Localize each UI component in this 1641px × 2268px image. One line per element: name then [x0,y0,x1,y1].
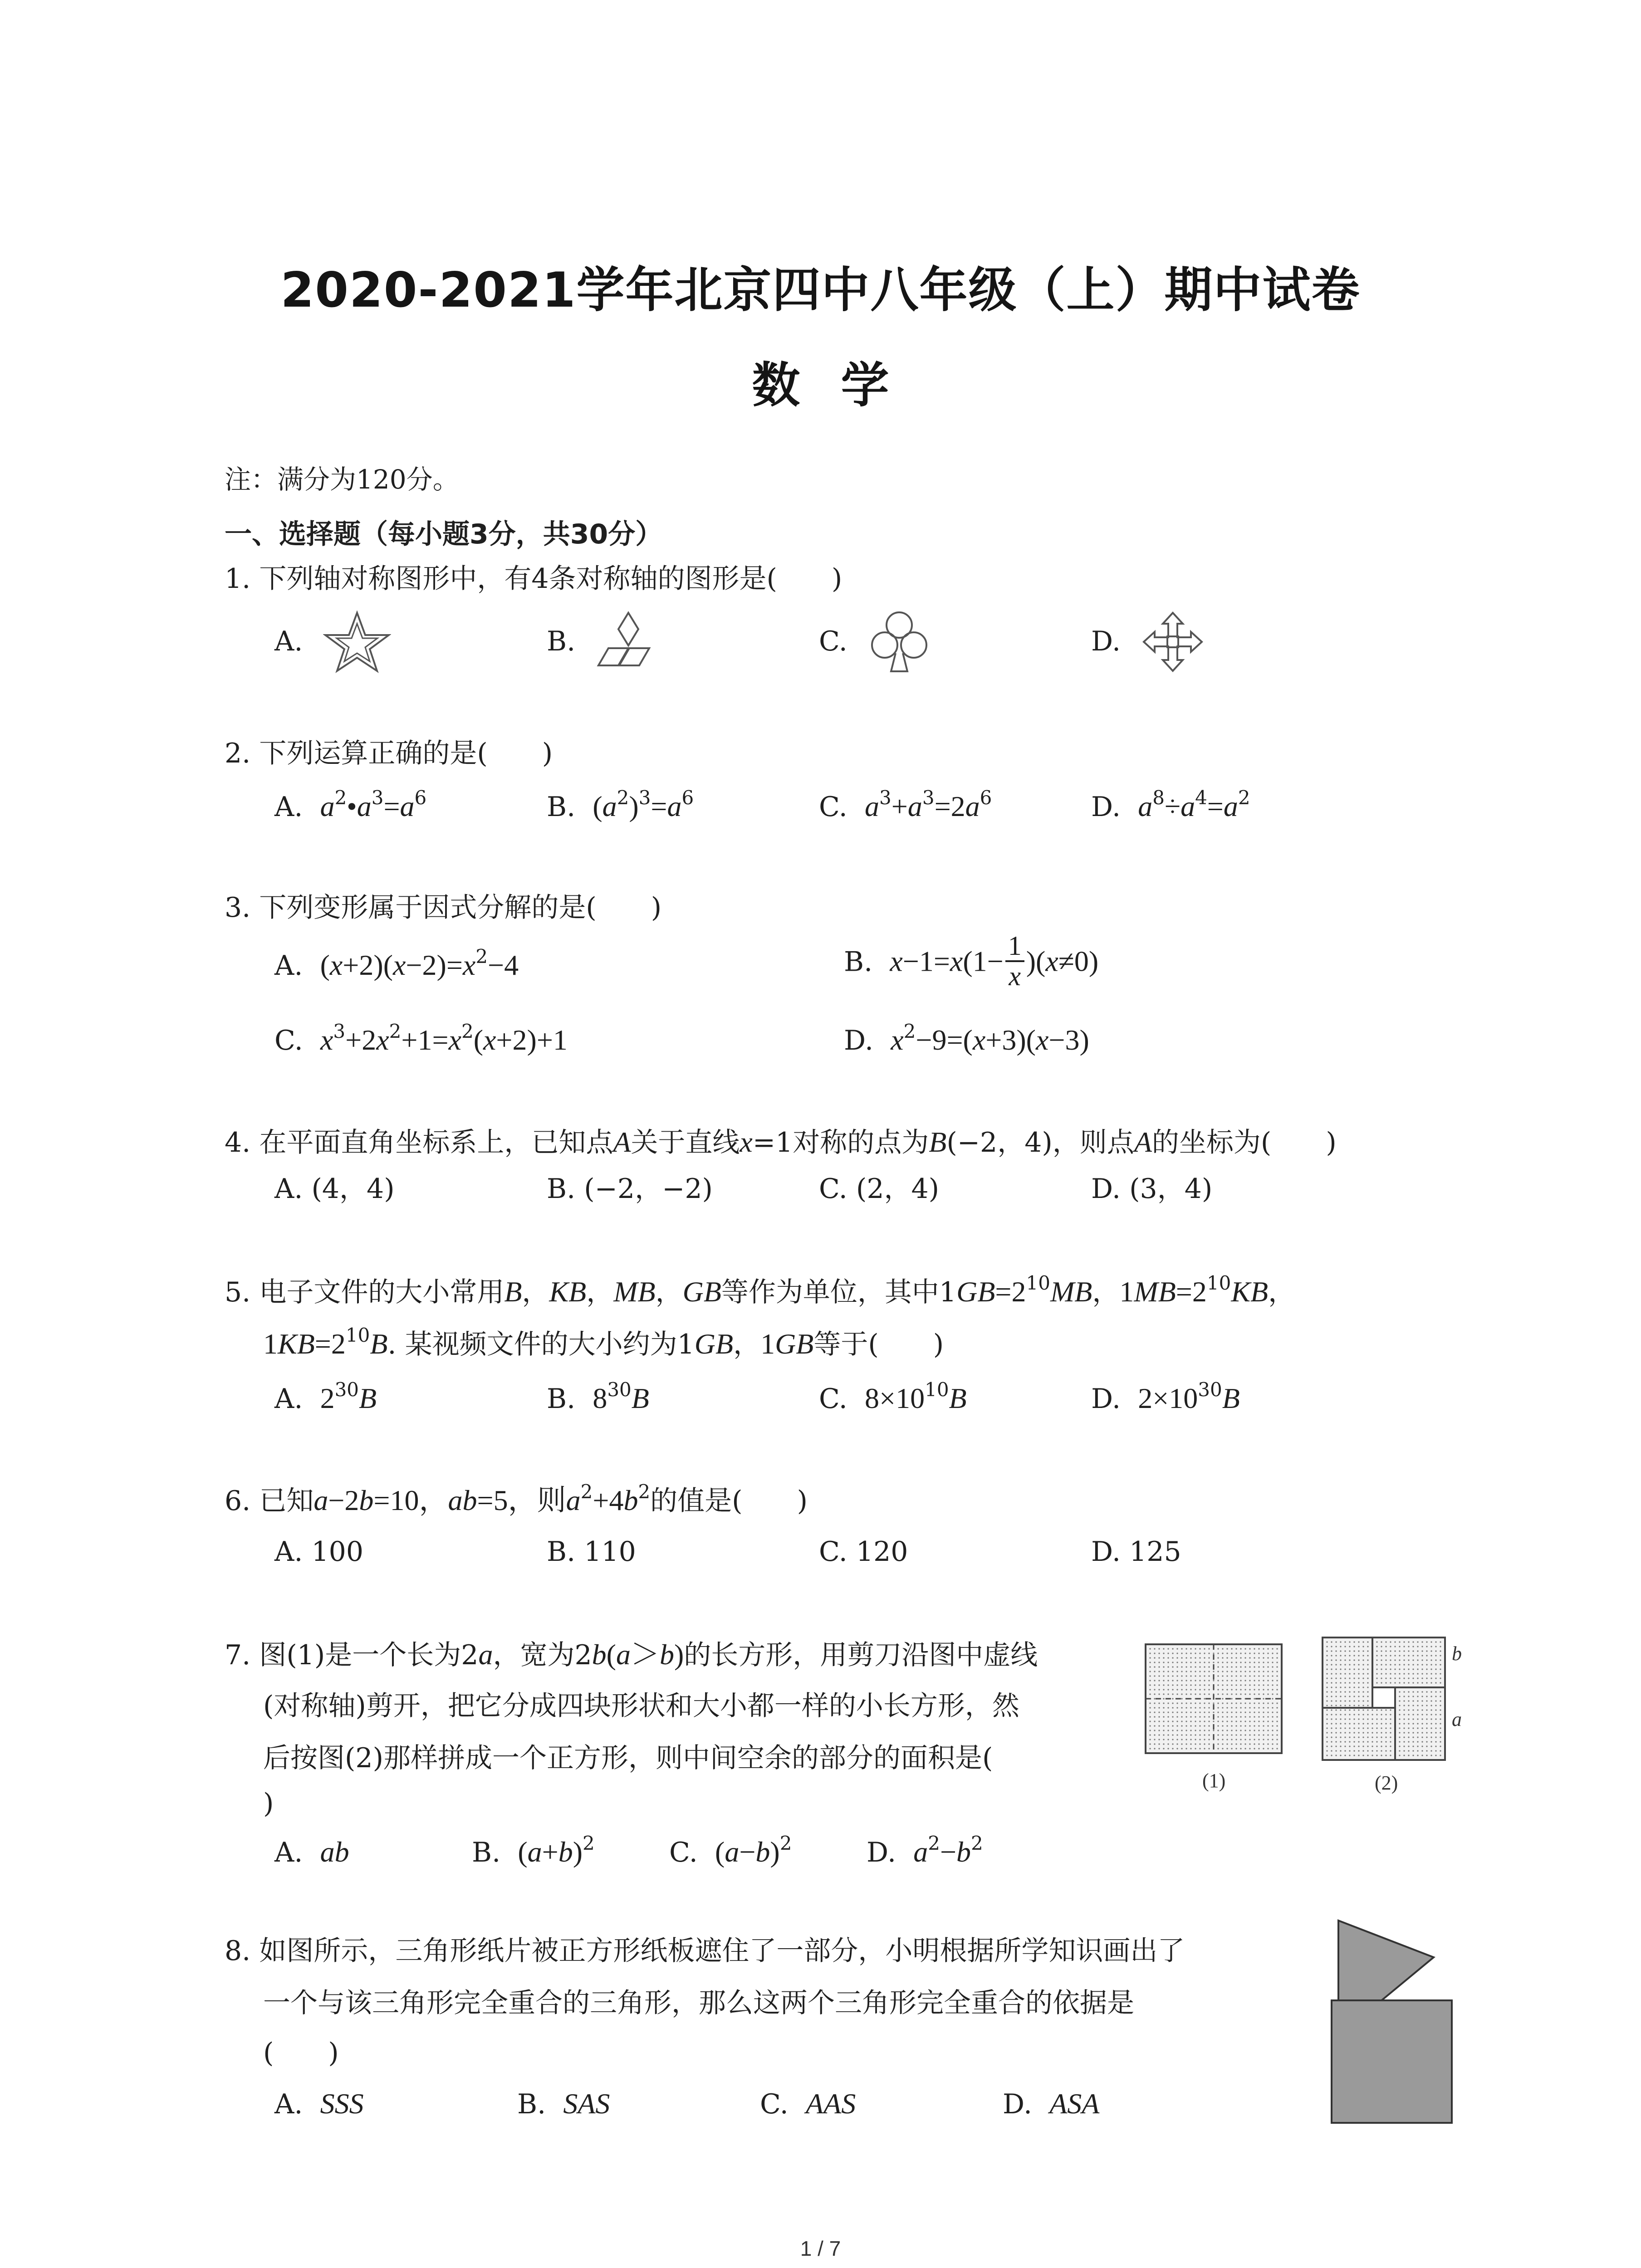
q8-line1: 8. 如图所示，三角形纸片被正方形纸板遮住了一部分，小明根据所学知识画出了 [225,1935,1185,1967]
q3-option-c: C. $x^3+2x^2+1=x^2(x+2)+1$ [274,1020,568,1056]
q1-label-a: A. [274,626,303,657]
q6-option-a: A. 100 [274,1536,363,1568]
fraction: $\frac{1}{x}$ [1005,932,1024,991]
q4-option-b: B. (−2，−2) [547,1173,713,1205]
q3-option-d: D. $x^2-9=(x+3)(x-3)$ [844,1020,1089,1056]
q5-option-c: C. $8\times 10^{10}B$ [819,1378,967,1415]
q3-stem: 3. 下列变形属于因式分解的是( ) [225,892,662,924]
q7-option-a: A. ab [274,1836,349,1868]
q1-label-c: C. [819,626,847,657]
covered-triangle-figure [1325,1919,1461,2127]
q4-stem: 4. 在平面直角坐标系上，已知点A关于直线x=1对称的点为B(−2，4)，则点A的坐标为( ) [225,1126,1337,1158]
q5-option-a: A. $2^{30}B$ [274,1378,377,1415]
q2-stem: 2. 下列运算正确的是( ) [225,738,553,769]
mitsubishi-icon [597,610,660,674]
q2-option-b: B. $(a^2)^3=a^6$ [547,787,694,823]
q6-option-c: C. 120 [819,1536,908,1568]
q1-label-d: D. [1091,626,1121,657]
q4-option-c: C. (2，4) [819,1173,940,1205]
q7-option-d: D. $a^2-b^2$ [867,1832,983,1868]
q8-line3: ( ) [263,2037,339,2069]
q6-option-d: D. 125 [1091,1536,1181,1568]
q4-option-a: A. (4，4) [274,1173,395,1205]
q2-option-c: C. $a^3+a^3=2a^6$ [819,787,992,823]
figure-1-label: (1) [1202,1769,1226,1792]
q8-line2: 一个与该三角形完全重合的三角形，那么这两个三角形完全重合的依据是 [263,1987,1134,2019]
figure-2-a-label: a [1452,1708,1462,1730]
q5-line2: $1KB=2^{10}B$. 某视频文件的大小约为1GB，1GB等于( ) [263,1324,944,1360]
q7-line4: ) [263,1788,274,1819]
section-title: 一、选择题（每小题3分，共30分） [225,518,663,550]
score-note: 注：满分为120分。 [225,464,459,495]
exam-title: 2020-2021学年北京四中八年级（上）期中试卷 [280,262,1361,318]
q1-label-b: B. [547,626,576,657]
subject-title: 数学 [752,357,930,413]
q5-option-d: D. $2\times 10^{30}B$ [1091,1378,1240,1415]
q7-option-b: B. $(a+b)^2$ [472,1832,595,1868]
q1-stem: 1. 下列轴对称图形中，有4条对称轴的图形是( ) [225,563,843,595]
q7-option-c: C. $(a-b)^2$ [669,1832,792,1868]
q4-option-d: D. (3，4) [1091,1173,1213,1205]
q2-option-a: A. $a^2•a^3=a^6$ [274,787,427,823]
star-icon [323,610,391,674]
figure-2-b-label: b [1452,1642,1462,1665]
q3-option-b: B. x−1=x(1− $\frac{1}{x}$ )(x≠0) [844,931,1099,991]
club-icon [867,608,931,676]
q7-line3: 后按图(2)那样拼成一个正方形，则中间空余的部分的面积是( [263,1742,993,1774]
figure-2-label: (2) [1375,1772,1398,1794]
q6-option-b: B. 110 [547,1536,636,1568]
q6-stem: 6. 已知a−2b=10，ab=5，则$a^2+4b^2$的值是( ) [225,1481,808,1517]
q5-line1: 5. 电子文件的大小常用B，KB，MB，GB等作为单位，其中$1GB=2^{10}MB$，$1MB=2^{10}KB$， [225,1272,1296,1308]
q8-option-b: B. SAS [517,2087,610,2120]
rectangle-figure-1 [1143,1642,1284,1755]
page-number: 1 / 7 [800,2237,841,2260]
q2-option-d: D. $a^8\div a^4=a^2$ [1091,787,1250,823]
q7-line2: (对称轴)剪开，把它分成四块形状和大小都一样的小长方形，然 [263,1690,1019,1722]
q3-option-a: A. $(x+2)(x-2)=x^2-4$ [274,945,519,982]
four-arrows-icon [1141,610,1205,674]
q8-option-c: C. AAS [760,2087,856,2120]
q8-option-a: A. SSS [274,2087,364,2120]
q5-option-b: B. $8^{30}B$ [547,1378,649,1415]
square-figure-2 [1320,1635,1447,1762]
q8-option-d: D. ASA [1003,2087,1100,2120]
q7-line1: 7. 图(1)是一个长为2a，宽为2b(a＞b)的长方形，用剪刀沿图中虚线 [225,1638,1038,1671]
